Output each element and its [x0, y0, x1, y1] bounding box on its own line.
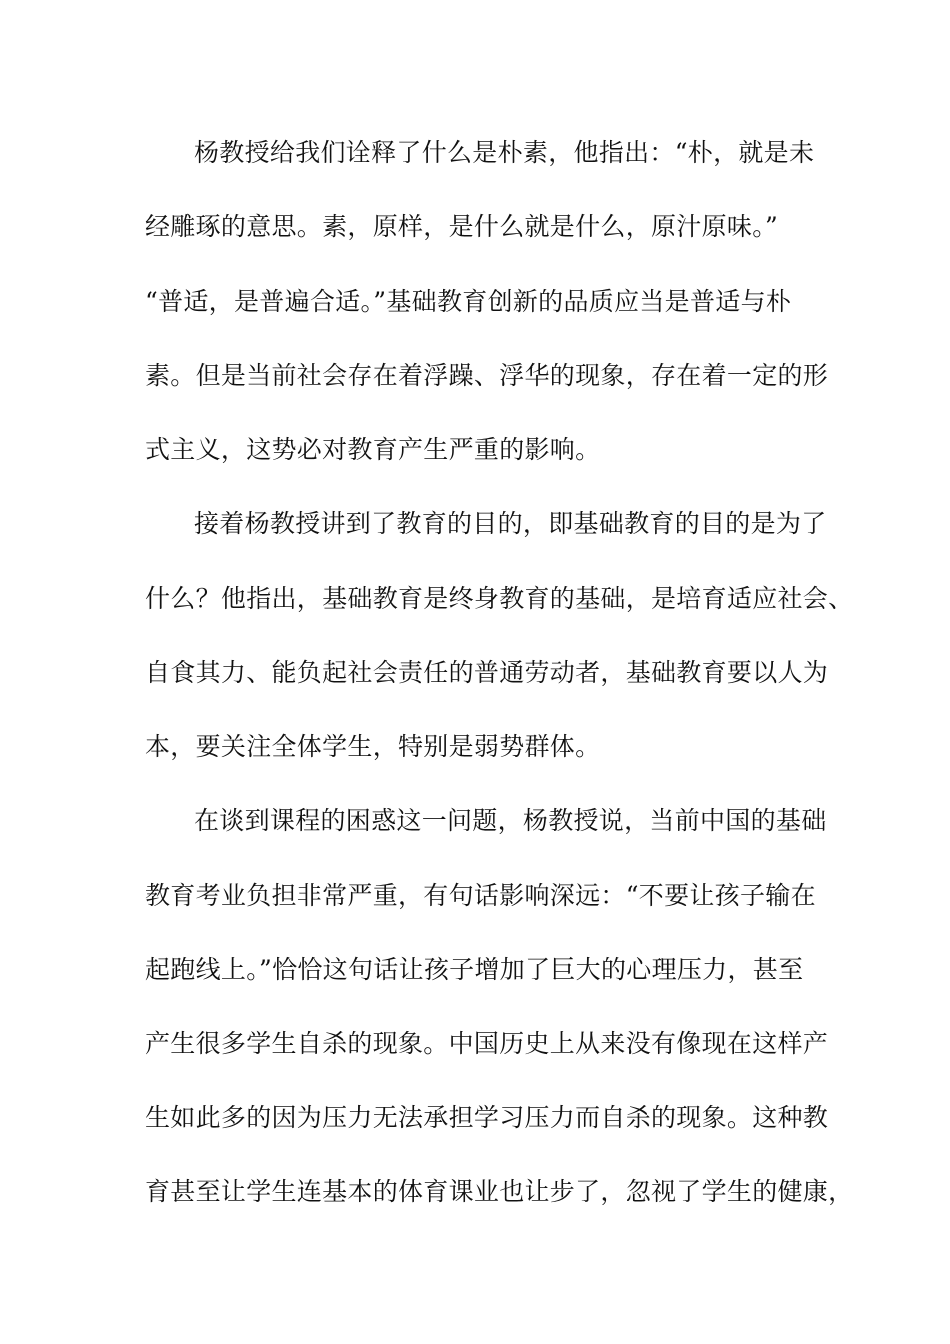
paragraph-1-line-1: 杨教授给我们诠释了什么是朴素，他指出：“朴，就是未: [194, 138, 815, 167]
paragraph-3-line-2: 教育考业负担非常严重，有句话影响深远：“不要让孩子输在: [145, 881, 816, 910]
paragraph-2-line-3: 自食其力、能负起社会责任的普通劳动者，基础教育要以人为: [145, 658, 829, 687]
paragraph-3-line-4: 产生很多学生自杀的现象。中国历史上从来没有像现在这样产: [145, 1029, 829, 1058]
paragraph-3-line-1: 在谈到课程的困惑这一问题，杨教授说，当前中国的基础: [194, 806, 827, 835]
paragraph-3-line-3: 起跑线上。”恰恰这句话让孩子增加了巨大的心理压力，甚至: [145, 955, 804, 984]
paragraph-3-line-5: 生如此多的因为压力无法承担学习压力而自杀的现象。这种教: [145, 1103, 829, 1132]
paragraph-2-line-2: 什么？他指出，基础教育是终身教育的基础，是培育适应社会、: [145, 584, 854, 613]
paragraph-1-line-2: 经雕琢的意思。素，原样，是什么就是什么，原汁原味。”: [145, 212, 779, 241]
paragraph-2-line-4: 本，要关注全体学生，特别是弱势群体。: [145, 732, 601, 761]
paragraph-1-line-4: 素。但是当前社会存在着浮躁、浮华的现象，存在着一定的形: [145, 361, 829, 390]
paragraph-1-line-5: 式主义，这势必对教育产生严重的影响。: [145, 435, 601, 464]
paragraph-2-line-1: 接着杨教授讲到了教育的目的，即基础教育的目的是为了: [194, 509, 827, 538]
paragraph-3-line-6: 育甚至让学生连基本的体育课业也让步了，忽视了学生的健康，: [145, 1177, 854, 1206]
paragraph-1-line-3: “普适，是普遍合适。”基础教育创新的品质应当是普适与朴: [145, 287, 792, 316]
